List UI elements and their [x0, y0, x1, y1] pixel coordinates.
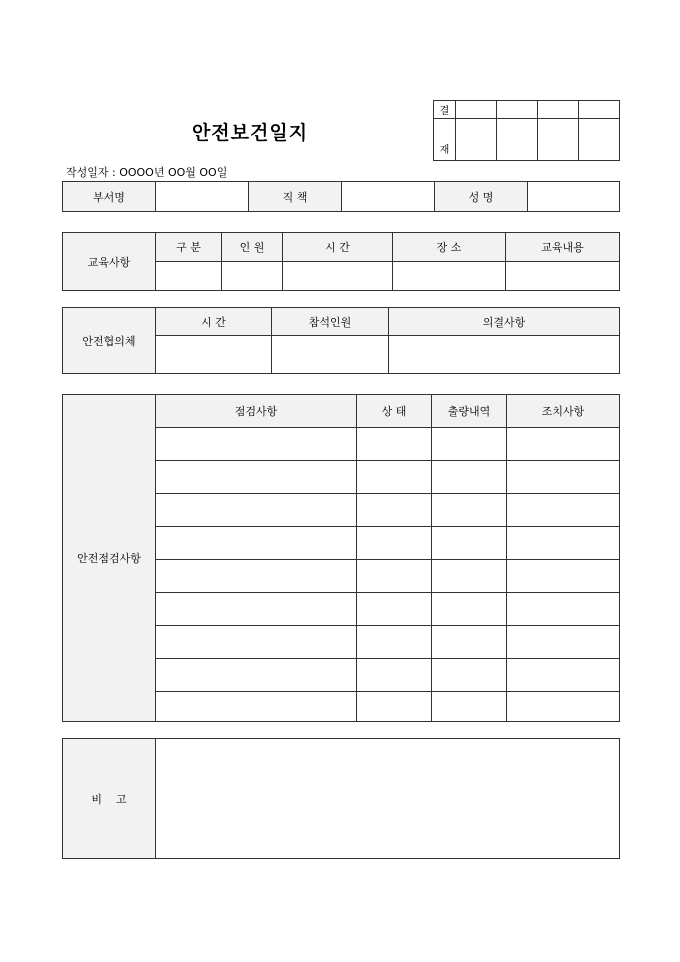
inspection-status-field[interactable]	[357, 527, 432, 560]
inspection-action-field[interactable]	[507, 692, 620, 722]
date-line: 작성일자 : OOOO년 OO월 OO일	[66, 166, 228, 179]
inspection-output-field[interactable]	[432, 659, 507, 692]
inspection-item-field[interactable]	[156, 461, 357, 494]
inspection-item-field[interactable]	[156, 527, 357, 560]
inspection-output-field[interactable]	[432, 527, 507, 560]
inspection-col-item: 점검사항	[156, 395, 357, 428]
approval-label-bottom: 재	[434, 119, 456, 161]
dept-label: 부서명	[63, 182, 156, 212]
name-label: 성 명	[435, 182, 528, 212]
education-col-category: 구 분	[156, 233, 222, 262]
council-field-time[interactable]	[156, 336, 272, 374]
approval-box	[433, 100, 620, 161]
inspection-item-field[interactable]	[156, 659, 357, 692]
education-field-content[interactable]	[506, 262, 620, 291]
inspection-action-field[interactable]	[507, 626, 620, 659]
inspection-action-field[interactable]	[507, 494, 620, 527]
remarks-table	[62, 738, 620, 859]
inspection-col-status: 상 태	[357, 395, 432, 428]
inspection-status-field[interactable]	[357, 461, 432, 494]
remarks-field[interactable]	[156, 739, 620, 859]
approval-cell[interactable]	[456, 101, 497, 119]
education-field-place[interactable]	[393, 262, 506, 291]
inspection-item-field[interactable]	[156, 593, 357, 626]
inspection-table	[62, 394, 620, 722]
inspection-status-field[interactable]	[357, 428, 432, 461]
council-section-label: 안전협의체	[63, 308, 156, 374]
education-col-content: 교육내용	[506, 233, 620, 262]
education-table	[62, 232, 620, 291]
inspection-output-field[interactable]	[432, 461, 507, 494]
inspection-status-field[interactable]	[357, 626, 432, 659]
inspection-action-field[interactable]	[507, 428, 620, 461]
header-row-table	[62, 181, 620, 212]
council-field-attendees[interactable]	[272, 336, 389, 374]
education-section-label: 교육사항	[63, 233, 156, 291]
inspection-action-field[interactable]	[507, 560, 620, 593]
inspection-output-field[interactable]	[432, 626, 507, 659]
education-col-time: 시 간	[283, 233, 393, 262]
approval-signature[interactable]	[456, 119, 497, 161]
dept-field[interactable]	[156, 182, 249, 212]
approval-signature[interactable]	[579, 119, 620, 161]
approval-signature[interactable]	[538, 119, 579, 161]
council-col-attendees: 참석인원	[272, 308, 389, 336]
inspection-output-field[interactable]	[432, 692, 507, 722]
council-col-resolutions: 의결사항	[389, 308, 620, 336]
inspection-action-field[interactable]	[507, 593, 620, 626]
education-field-time[interactable]	[283, 262, 393, 291]
inspection-output-field[interactable]	[432, 494, 507, 527]
inspection-action-field[interactable]	[507, 527, 620, 560]
inspection-output-field[interactable]	[432, 560, 507, 593]
remarks-section-label: 비 고	[63, 739, 156, 859]
education-field-headcount[interactable]	[222, 262, 283, 291]
council-table	[62, 307, 620, 374]
position-field[interactable]	[342, 182, 435, 212]
inspection-item-field[interactable]	[156, 626, 357, 659]
inspection-item-field[interactable]	[156, 560, 357, 593]
position-label: 직 책	[249, 182, 342, 212]
education-field-category[interactable]	[156, 262, 222, 291]
inspection-output-field[interactable]	[432, 428, 507, 461]
inspection-status-field[interactable]	[357, 593, 432, 626]
inspection-item-field[interactable]	[156, 428, 357, 461]
inspection-status-field[interactable]	[357, 560, 432, 593]
education-col-place: 장 소	[393, 233, 506, 262]
inspection-status-field[interactable]	[357, 692, 432, 722]
inspection-item-field[interactable]	[156, 494, 357, 527]
approval-signature[interactable]	[497, 119, 538, 161]
approval-cell[interactable]	[538, 101, 579, 119]
inspection-action-field[interactable]	[507, 461, 620, 494]
inspection-status-field[interactable]	[357, 494, 432, 527]
approval-cell[interactable]	[579, 101, 620, 119]
name-field[interactable]	[528, 182, 620, 212]
inspection-section-label: 안전점검사항	[63, 395, 156, 722]
inspection-col-action: 조치사항	[507, 395, 620, 428]
education-col-headcount: 인 원	[222, 233, 283, 262]
inspection-col-output: 출량내역	[432, 395, 507, 428]
approval-label-top: 결	[434, 101, 456, 119]
council-col-time: 시 간	[156, 308, 272, 336]
inspection-output-field[interactable]	[432, 593, 507, 626]
inspection-action-field[interactable]	[507, 659, 620, 692]
council-field-resolutions[interactable]	[389, 336, 620, 374]
inspection-item-field[interactable]	[156, 692, 357, 722]
inspection-status-field[interactable]	[357, 659, 432, 692]
page-title: 안전보건일지	[191, 122, 309, 144]
approval-cell[interactable]	[497, 101, 538, 119]
